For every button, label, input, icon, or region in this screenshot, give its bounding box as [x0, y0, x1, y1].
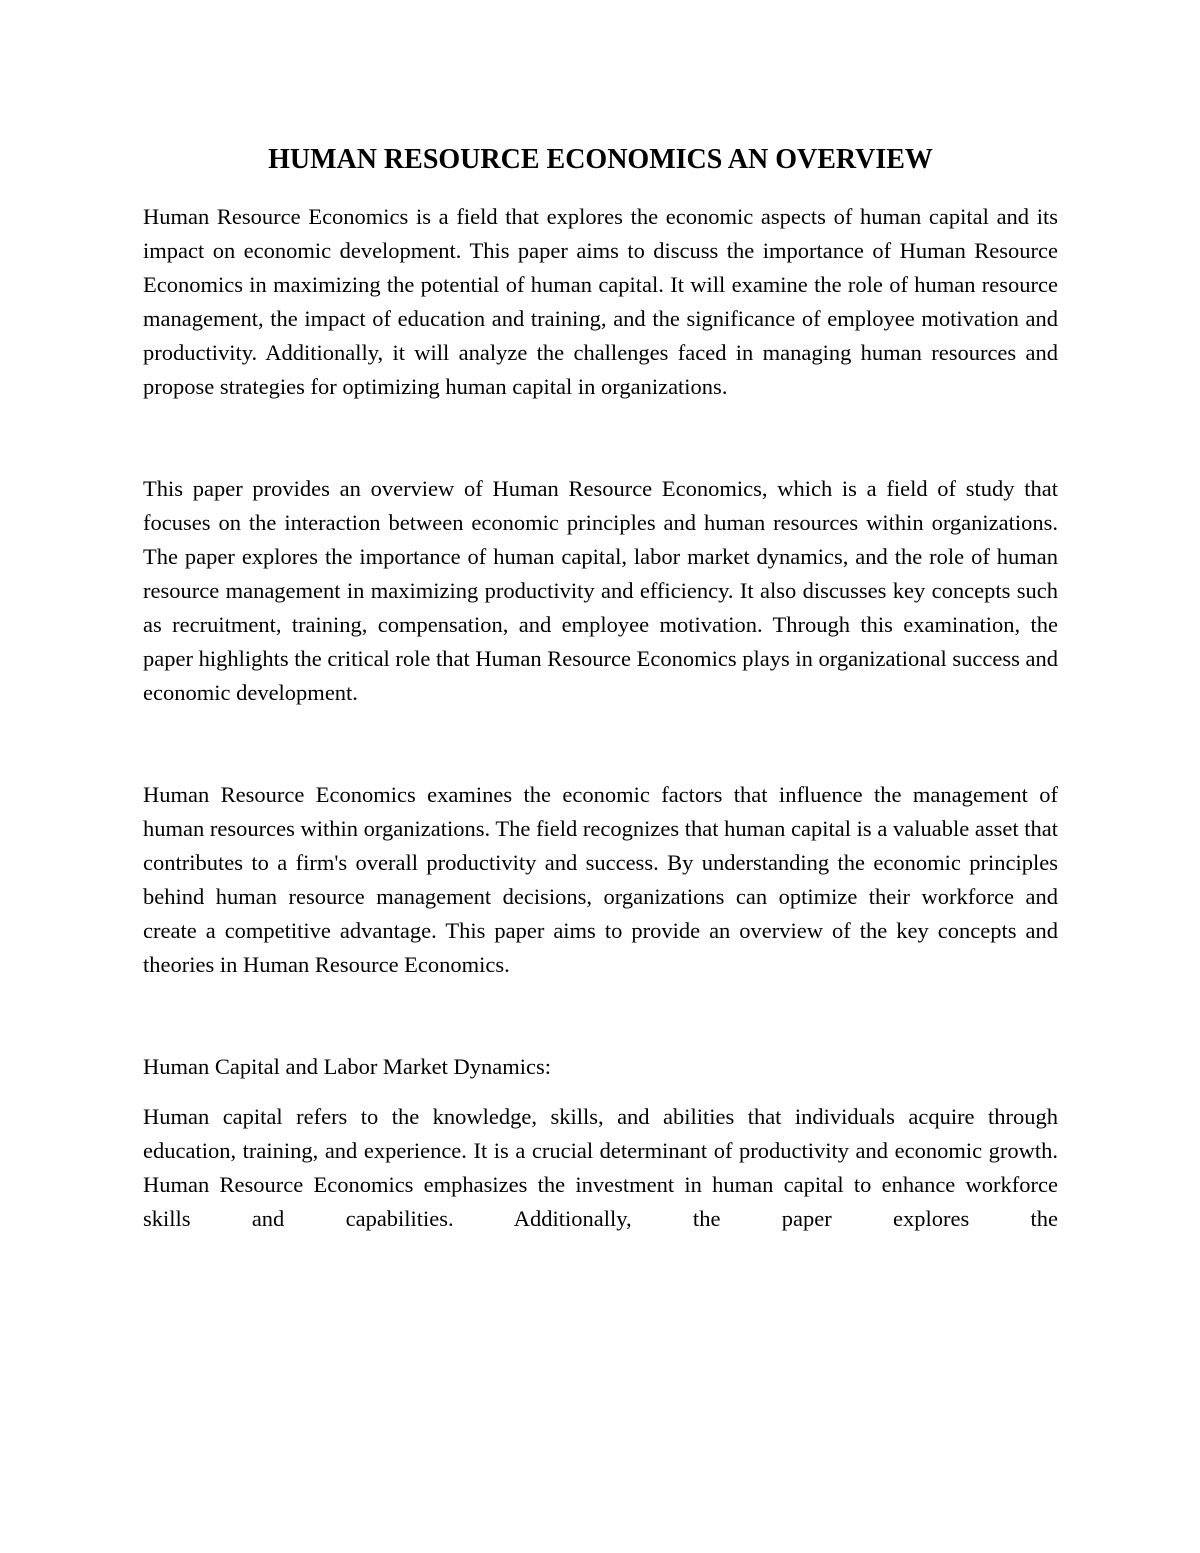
paragraph-overview: This paper provides an overview of Human Resource Economics, which is a field of study that focuses on the interaction between economic principles and human resources within organizations. The paper explores the importance of human capital, labor market dynamics, and the role of human resource management in maximizing productivity and efficiency. It also discusses key concepts such as recruitment, training, compensation, and employee motivation. Through this examination, the paper highlights the critical role that Human Resource Economics plays in organizational success and economic development. [143, 476, 1058, 705]
section-heading: Human Capital and Labor Market Dynamics: [143, 1054, 552, 1079]
paragraph-spacer [143, 404, 1058, 472]
paragraph-spacer [143, 982, 1058, 1050]
paragraph-spacer [143, 710, 1058, 778]
document-title: HUMAN RESOURCE ECONOMICS AN OVERVIEW [268, 144, 933, 175]
paragraph-intro: Human Resource Economics is a field that explores the economic aspects of human capital and its impact on economic development. This paper aims to discuss the importance of Human Resource Economics in maximizing the potential of human capital. It will examine the role of human resource management, the impact of education and training, and the significance of employee motivation and productivity. Additionally, it will analyze the challenges faced in managing human resources and propose strategies for optimizing human capital in organizations. [143, 204, 1058, 399]
paragraph-human-capital: Human capital refers to the knowledge, skills, and abilities that individuals acquire through education, training, and experience. It is a crucial determinant of productivity and economic growth. Human Resource Economics emphasizes the investment in human capital to enhance workforce skills and capabilities. Additionally, the paper explores the [143, 1104, 1058, 1231]
document-page [143, 140, 1058, 1236]
paragraph-examines: Human Resource Economics examines the economic factors that influence the management of human resources within organizations. The field recognizes that human capital is a valuable asset that contributes to a firm's overall productivity and success. By understanding the economic principles behind human resource management decisions, organizations can optimize their workforce and create a competitive advantage. This paper aims to provide an overview of the key concepts and theories in Human Resource Economics. [143, 782, 1058, 977]
